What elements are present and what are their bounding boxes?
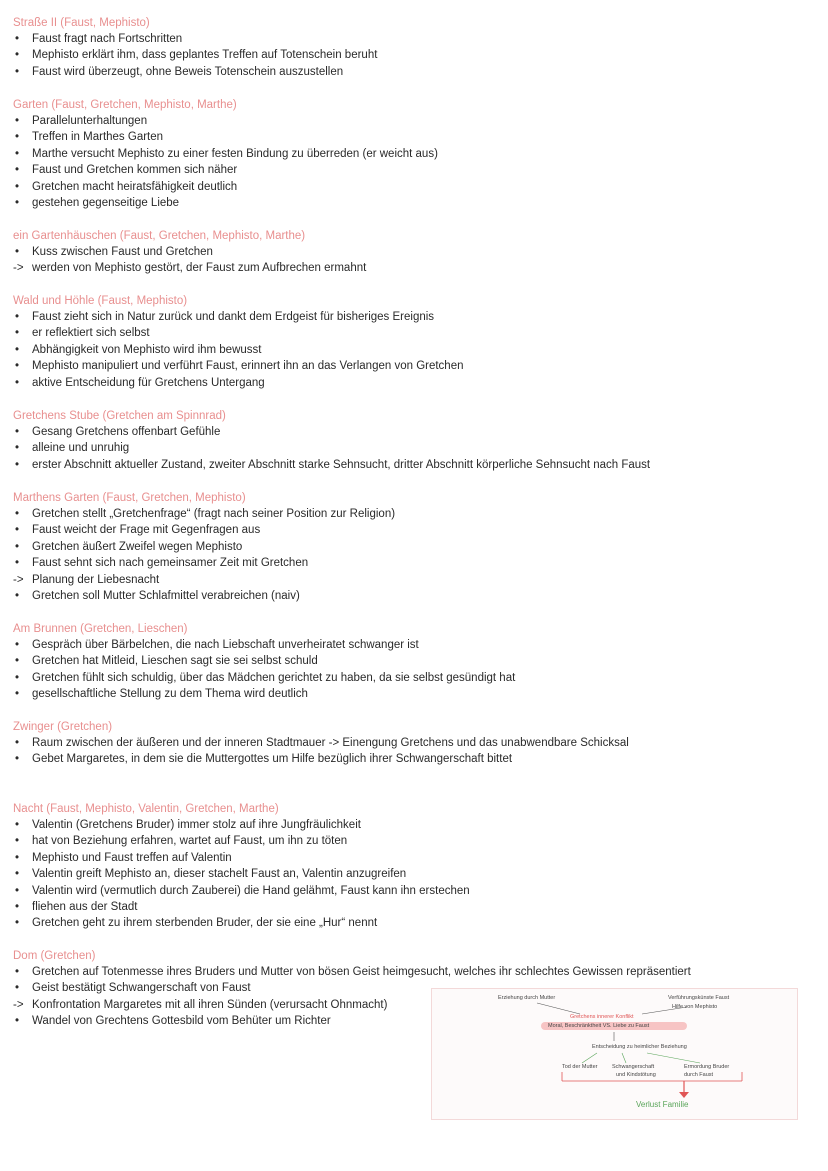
list-item — [13, 195, 813, 211]
list-item-text: gesellschaftliche Stellung zu dem Thema wird deutlich — [32, 688, 308, 701]
bullet-icon: • — [15, 426, 20, 438]
arrow-line — [582, 1053, 597, 1063]
bullet-icon: • — [15, 442, 20, 455]
bullet-icon: • — [15, 966, 20, 978]
list-item — [13, 129, 813, 145]
list-item — [13, 833, 813, 849]
bullet-icon: • — [15, 33, 20, 45]
diagram-label: Moral, Beschränktheit VS. Liebe zu Faust — [548, 1023, 650, 1029]
list-item-text: Mephisto und Faust treffen auf Valentin — [32, 851, 232, 864]
list-item-text: Faust sehnt sich nach gemeinsamer Zeit mit Gretchen — [32, 557, 309, 570]
list-item-text: Kuss zwischen Faust und Gretchen — [32, 246, 213, 258]
list-item-text: Mephisto erklärt ihm, dass geplantes Treffen auf Totenschein beruht — [32, 49, 378, 62]
bullet-icon: • — [15, 557, 20, 570]
list-item — [13, 883, 813, 899]
list-item-text: Gretchen geht zu ihrem sterbenden Bruder, der sie eine „Hur“ nennt — [32, 917, 378, 930]
list-item-text: Raum zwischen der äußeren und der inneren Stadtmauer -> Einengung Gretchens und das unabwendbare Schicksal — [32, 737, 629, 749]
section-heading: Wald und Höhle (Faust, Mephisto) — [13, 295, 188, 307]
list-item-text: Valentin greift Mephisto an, dieser stachelt Faust an, Valentin anzugreifen — [32, 868, 407, 881]
bullet-icon: • — [15, 753, 20, 766]
list-item-text: Faust wird überzeugt, ohne Beweis Totenschein auszustellen — [32, 65, 344, 78]
list-item-text: Geist bestätigt Schwangerschaft von Faust — [32, 982, 251, 995]
bullet-icon: • — [15, 917, 20, 930]
list-item — [13, 670, 813, 686]
list-item-text: werden von Mephisto gestört, der Faust zum Aufbrechen ermahnt — [32, 262, 367, 275]
list-item-text: fliehen aus der Stadt — [32, 900, 138, 913]
bullet-icon: • — [15, 819, 20, 831]
list-item-text: Treffen in Marthes Garten — [32, 131, 164, 144]
bullet-icon: • — [15, 540, 20, 553]
section-heading: Nacht (Faust, Mephisto, Valentin, Gretchen, Marthe) — [13, 803, 279, 815]
list-item-text: Faust und Gretchen kommen sich näher — [32, 164, 238, 177]
list-item — [13, 260, 813, 276]
bullet-icon: • — [15, 327, 20, 340]
section — [13, 719, 813, 768]
list-item-text: Gebet Margaretes, in dem sie die Muttergottes um Hilfe bezüglich ihrer Schwangerschaft bittet — [32, 753, 513, 766]
list-item-text: Faust weicht der Frage mit Gegenfragen aus — [32, 524, 261, 537]
list-item-text: Valentin (Gretchens Bruder) immer stolz auf ihre Jungfräulichkeit — [32, 819, 361, 831]
bullet-icon: • — [15, 115, 20, 127]
list-item-text: er reflektiert sich selbst — [32, 327, 150, 340]
list-item — [13, 64, 813, 80]
list-item-text: Gretchen auf Totenmesse ihres Bruders und Mutter von bösen Geist heimgesucht, welches ihr schlechtes Gewissen repräsentiert — [32, 966, 691, 978]
arrow-head-icon — [679, 1092, 689, 1098]
diagram-label: und Kindstötung — [616, 1072, 656, 1078]
bullet-icon: • — [15, 655, 20, 668]
bullet-icon: • — [15, 360, 20, 373]
diagram-label: Verführungskünste Faust — [668, 995, 730, 1001]
section — [13, 97, 813, 211]
diagram-label: Erziehung durch Mutter — [498, 995, 556, 1001]
diagram-result: Verlust Familie — [636, 1100, 689, 1109]
list-item-text: Faust fragt nach Fortschritten — [32, 33, 183, 45]
diagram-label: Gretchens innerer Konflikt — [570, 1014, 634, 1020]
list-item-text: Gretchen macht heiratsfähigkeit deutlich — [32, 180, 238, 193]
bullet-icon: • — [15, 164, 20, 177]
list-item — [13, 424, 813, 440]
diagram-label: Entscheidung zu heimlicher Beziehung — [592, 1044, 687, 1050]
section-heading: Marthens Garten (Faust, Gretchen, Mephisto) — [13, 492, 246, 504]
list-item-text: Gretchen hat Mitleid, Lieschen sagt sie sei selbst schuld — [32, 655, 318, 668]
bullet-icon: • — [15, 1015, 20, 1028]
list-item — [13, 309, 813, 325]
arrow-line — [647, 1053, 700, 1063]
bullet-icon: • — [15, 180, 20, 193]
section-heading: Straße II (Faust, Mephisto) — [13, 17, 150, 29]
list-item — [13, 915, 813, 931]
list-item — [13, 506, 813, 522]
bullet-icon: • — [15, 851, 20, 864]
list-item — [13, 342, 813, 358]
diagram-label: Tod der Mutter — [562, 1064, 598, 1070]
arrow-line — [537, 1003, 580, 1014]
list-item — [13, 751, 813, 767]
arrow-line — [622, 1053, 626, 1063]
bullet-icon: • — [15, 524, 20, 537]
bullet-icon: • — [15, 671, 20, 684]
bullet-icon: • — [15, 246, 20, 258]
list-item — [13, 244, 813, 260]
list-item — [13, 325, 813, 341]
bullet-icon: • — [15, 65, 20, 78]
list-item — [13, 47, 813, 63]
diagram-label: Schwangerschaft — [612, 1064, 655, 1070]
bullet-icon: • — [15, 131, 20, 144]
bullet-icon: • — [15, 639, 20, 651]
section-heading: Am Brunnen (Gretchen, Lieschen) — [13, 623, 188, 635]
bullet-icon: • — [15, 196, 20, 209]
list-item — [13, 850, 813, 866]
list-item-text: Valentin wird (vermutlich durch Zauberei) die Hand gelähmt, Faust kann ihn erstechen — [32, 884, 470, 897]
bullet-icon: • — [15, 589, 20, 602]
list-item-text: Faust zieht sich in Natur zurück und dankt dem Erdgeist für bisheriges Ereignis — [32, 311, 435, 323]
arrow-icon: -> — [13, 573, 24, 586]
list-item — [13, 113, 813, 129]
list-item — [13, 653, 813, 669]
list-item — [13, 440, 813, 456]
section-heading: Gretchens Stube (Gretchen am Spinnrad) — [13, 410, 226, 422]
list-item — [13, 146, 813, 162]
bullet-icon: • — [15, 835, 20, 848]
section — [13, 293, 813, 391]
section — [13, 408, 813, 473]
list-item-text: Gretchen stellt „Gretchenfrage“ (fragt nach seiner Position zur Religion) — [32, 508, 396, 520]
bullet-icon: • — [15, 376, 20, 389]
list-item-text: Gretchen fühlt sich schuldig, über das Mädchen gerichtet zu haben, da sie selbst gesündigt hat — [32, 671, 516, 684]
list-item — [13, 539, 813, 555]
section — [13, 15, 813, 80]
section — [13, 801, 813, 932]
diagram-label: Hilfe von Mephisto — [672, 1004, 718, 1010]
list-item — [13, 572, 813, 588]
list-item-text: Parallelunterhaltungen — [32, 115, 148, 127]
list-item — [13, 457, 813, 473]
list-item-text: Marthe versucht Mephisto zu einer festen Bindung zu überreden (er weicht aus) — [32, 147, 438, 160]
section — [13, 621, 813, 703]
bullet-icon: • — [15, 508, 20, 520]
diagram-label: Ermordung Bruder — [684, 1064, 730, 1070]
section-heading: Garten (Faust, Gretchen, Mephisto, Marthe) — [13, 99, 237, 111]
list-item-text: aktive Entscheidung für Gretchens Untergang — [32, 376, 265, 389]
list-item-text: Abhängigkeit von Mephisto wird ihm bewusst — [32, 343, 262, 356]
bullet-icon: • — [15, 458, 20, 471]
list-item-text: Konfrontation Margaretes mit all ihren Sünden (verursacht Ohnmacht) — [32, 998, 388, 1011]
list-item — [13, 866, 813, 882]
list-item — [13, 358, 813, 374]
list-item-text: Gespräch über Bärbelchen, die nach Liebschaft unverheiratet schwanger ist — [32, 639, 419, 651]
list-item-text: Gretchen äußert Zweifel wegen Mephisto — [32, 540, 243, 553]
bullet-icon: • — [15, 147, 20, 160]
list-item-text: Gretchen soll Mutter Schlafmittel verabreichen (naiv) — [32, 589, 300, 602]
bullet-icon: • — [15, 884, 20, 897]
arrow-icon: -> — [13, 262, 24, 275]
list-item — [13, 179, 813, 195]
list-item — [13, 31, 813, 47]
bullet-icon: • — [15, 900, 20, 913]
bullet-icon: • — [15, 49, 20, 62]
list-item-text: Planung der Liebesnacht — [32, 573, 160, 586]
diagram-label: durch Faust — [684, 1072, 714, 1078]
list-item — [13, 375, 813, 391]
list-item — [13, 686, 813, 702]
list-item — [13, 588, 813, 604]
list-item — [13, 555, 813, 571]
list-item-text: hat von Beziehung erfahren, wartet auf Faust, um ihn zu töten — [32, 835, 348, 848]
bullet-icon: • — [15, 343, 20, 356]
list-item — [13, 522, 813, 538]
section — [13, 228, 813, 277]
section-heading: ein Gartenhäuschen (Faust, Gretchen, Mephisto, Marthe) — [13, 230, 306, 242]
conflict-diagram — [431, 988, 798, 1120]
list-item — [13, 899, 813, 915]
diagram-connectors — [432, 989, 797, 1119]
section-heading: Zwinger (Gretchen) — [13, 721, 113, 733]
list-item-text: erster Abschnitt aktueller Zustand, zweiter Abschnitt starke Sehnsucht, dritter Abschnitt körperliche Sehnsucht nach Faust — [32, 458, 651, 471]
section-heading: Dom (Gretchen) — [13, 950, 96, 962]
bullet-icon: • — [15, 737, 20, 749]
list-item-text: Gesang Gretchens offenbart Gefühle — [32, 426, 221, 438]
list-item-text: Wandel von Grechtens Gottesbild vom Behüter um Richter — [32, 1015, 331, 1028]
bullet-icon: • — [15, 868, 20, 881]
list-item-text: alleine und unruhig — [32, 442, 130, 455]
arrow-icon: -> — [13, 998, 24, 1011]
section — [13, 490, 813, 604]
list-item — [13, 964, 813, 980]
bullet-icon: • — [15, 311, 20, 323]
bullet-icon: • — [15, 982, 20, 995]
list-item-text: Mephisto manipuliert und verführt Faust, erinnert ihn an das Verlangen von Gretchen — [32, 360, 464, 373]
list-item-text: gestehen gegenseitige Liebe — [32, 196, 180, 209]
list-item — [13, 735, 813, 751]
list-item — [13, 817, 813, 833]
list-item — [13, 162, 813, 178]
list-item — [13, 637, 813, 653]
bullet-icon: • — [15, 688, 20, 701]
